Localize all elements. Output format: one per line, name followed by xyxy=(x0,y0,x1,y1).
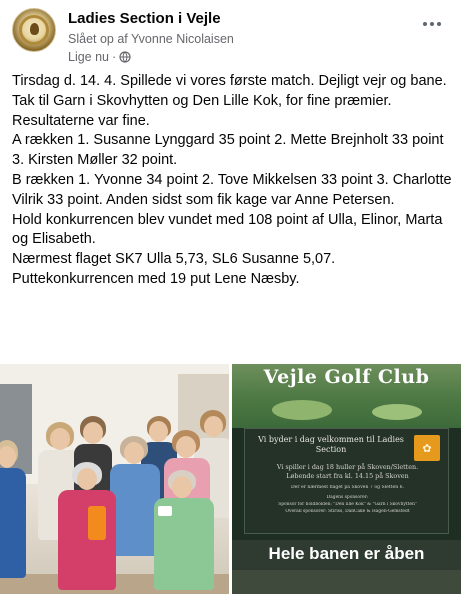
post-line: A rækken 1. Susanne Lynggard 35 point 2. Mette Brejnholt 33 point 3. Kirsten Møller 32 point. xyxy=(12,132,444,169)
sign-line: Der er nærmest flaget på Skoven 7 og Sletten 6. xyxy=(290,485,405,490)
post-line: B rækken 1. Yvonne 34 point 2. Tove Mikkelsen 33 point 3. Charlotte Vilrik 33 point. Anden sidst som fik kage var Anne Petersen. xyxy=(12,171,452,208)
sign-line: Overall sponsorer: Stiriss, DanCake & Hagen-Gemstedt xyxy=(285,509,410,514)
welcome-sign xyxy=(244,428,449,534)
post-line: Puttekonkurrencen med 19 put Lene Næsby. xyxy=(12,270,300,287)
post-header xyxy=(12,8,452,64)
post-line: Nærmest flaget SK7 Ulla 5,73, SL6 Susanne 5,07. xyxy=(12,251,336,268)
post-line: Tak til Garn i Skovhytten og Den Lille Kok, for fine præmier. xyxy=(12,92,392,109)
club-title: Vejle Golf Club xyxy=(263,366,430,388)
course-status-banner xyxy=(232,540,461,570)
group-photo[interactable] xyxy=(0,364,229,594)
post-line: Hold konkurrencen blev vundet med 108 point af Ulla, Elinor, Marta og Elisabeth. xyxy=(12,211,443,248)
post-line: Resultaterne var fine. xyxy=(12,112,150,129)
more-dots-icon[interactable] xyxy=(418,14,446,34)
sign-line: Dagens sponsorer: xyxy=(326,495,369,500)
globe-icon xyxy=(119,51,131,63)
post-line: Tirsdag d. 14. 4. Spillede vi vores første match. Dejligt vejr og bane. xyxy=(12,73,447,89)
sign-heading: Vi byder i dag velkommen til Ladies Section xyxy=(258,435,404,454)
meta-separator: · xyxy=(112,50,117,64)
sign-line: Løbende start fra kl. 14.15 på Skoven xyxy=(286,472,409,480)
post-text xyxy=(12,72,452,290)
group-name-link[interactable]: Ladies Section i Vejle xyxy=(68,10,221,27)
sign-line: Sponsor for holdbolden: "Den lille Kok" & "Garn i Skovhytten" xyxy=(278,502,417,507)
group-avatar[interactable] xyxy=(12,8,56,52)
post-meta xyxy=(68,50,131,64)
sign-line: Vi spiller i dag 18 huller på Skoven/Sletten. xyxy=(276,463,419,471)
shared-by-text[interactable]: Slået op af Yvonne Nicolaisen xyxy=(68,32,234,46)
post-timestamp[interactable]: Lige nu xyxy=(68,50,110,64)
photo-grid xyxy=(0,364,461,598)
golf-club-sign-photo[interactable] xyxy=(232,364,461,594)
club-logo-icon: ✿ xyxy=(414,435,440,461)
banner-text: Hele banen er åben xyxy=(268,544,425,563)
